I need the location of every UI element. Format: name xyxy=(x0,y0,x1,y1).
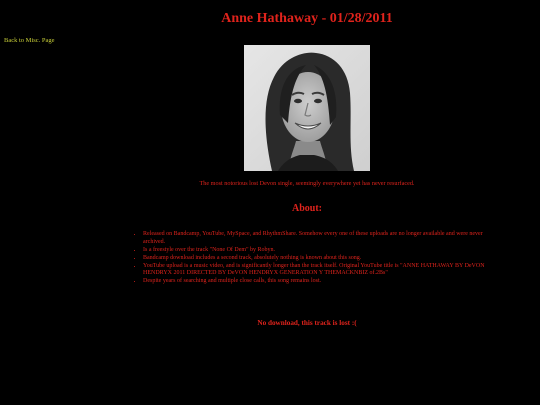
list-item: • Released on Bandcamp, YouTube, MySpace, and RhythmShare. Somehow every one of these uploads are no longer available and were never archived. xyxy=(143,231,493,246)
no-download-notice: No download, this track is lost :( xyxy=(257,319,357,327)
back-link[interactable]: Back to Misc. Page xyxy=(4,37,55,44)
page-title: Anne Hathaway - 01/28/2011 xyxy=(221,11,393,26)
list-item: • YouTube upload is a music video, and is significantly longer than the track itself. Original YouTube title is "ANNE HATHAWAY BY DeVON HENDRYX 2011 DIRECTED BY DeVON HENDRYX GENERATION Y THEMACKNBIZ of.2Bs" xyxy=(143,263,493,278)
about-heading: About: xyxy=(291,203,322,214)
list-item: • Bandcamp download includes a second track, absolutely nothing is known about this song. xyxy=(143,255,493,263)
portrait-photo xyxy=(244,45,370,171)
photo-caption: The most notorious lost Devon single, seemingly everywhere yet has never resurfaced. xyxy=(199,180,415,187)
list-item: • Is a freestyle over the track "None Of Dem" by Robyn. xyxy=(143,247,493,255)
about-list xyxy=(136,231,493,286)
list-item: • Despite years of searching and multiple close calls, this song remains lost. xyxy=(143,278,493,286)
